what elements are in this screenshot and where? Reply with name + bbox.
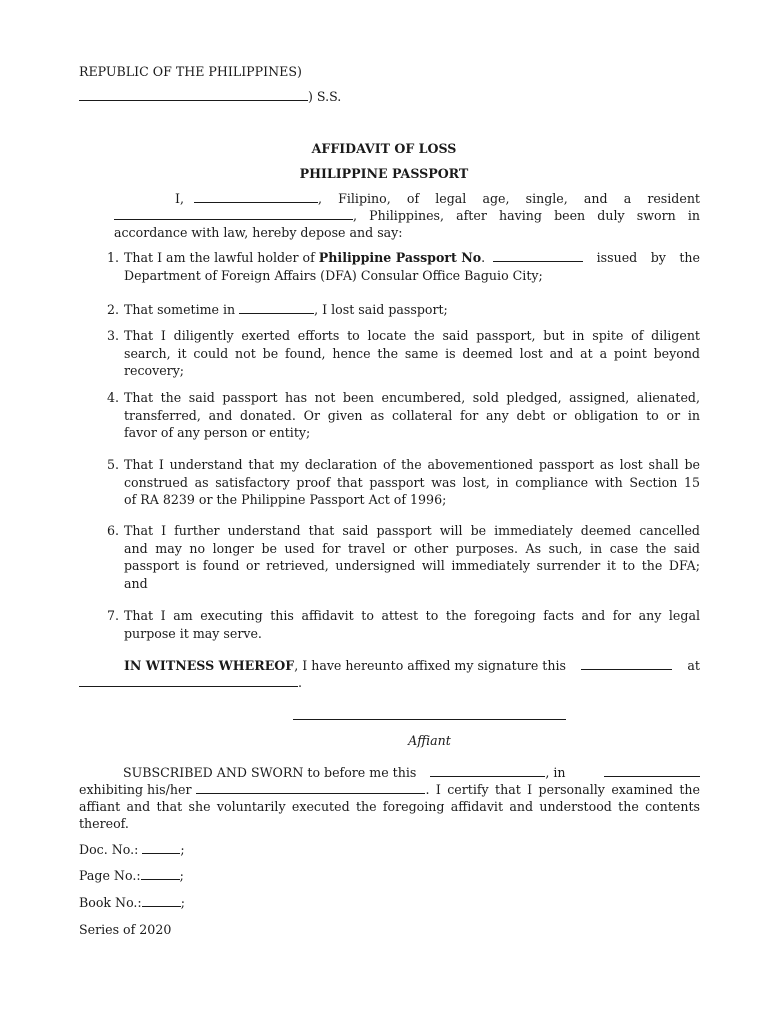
- intro-philippines: , Philippines, after having been duly sworn in: [353, 208, 700, 223]
- residence-blank: [114, 208, 353, 220]
- item-3-number: 3.: [106, 328, 119, 343]
- ss-label: ) S.S.: [308, 89, 342, 104]
- page-no-blank: [141, 868, 180, 880]
- subscribed-line-3: affiant and that she voluntarily executed the foregoing affidavit and understood the contents: [79, 799, 700, 814]
- item-6-number: 6.: [106, 523, 119, 538]
- passport-no-label: Philippine Passport No: [318, 250, 482, 265]
- id-presented-blank: [196, 782, 425, 794]
- item-3: That I diligently exerted efforts to locate the said passport, but in spite of diligent search, it could not be found, hence the same is deemed lost and at a point beyond recovery;: [124, 328, 700, 378]
- subscribed-line-4: thereof.: [79, 816, 129, 831]
- passport-number-blank: [493, 250, 583, 262]
- item-7: That I am executing this affidavit to attest to the foregoing facts and for any legal purpose it may serve.: [124, 608, 700, 641]
- page-no-entry: Page No.: ;: [79, 868, 184, 883]
- item-5: That I understand that my declaration of the abovementioned passport as lost shall be construed as satisfactory proof that passport was lost, in compliance with Section 15 of RA 8239 or the Philippine Passport Act of 1996;: [124, 457, 700, 507]
- book-no-entry: Book No.: ;: [79, 895, 185, 910]
- witness-line-1: IN WITNESS WHEREOF , I have hereunto affixed my signature this at: [124, 658, 700, 673]
- intro-i: I,: [175, 191, 184, 206]
- item-2-number: 2.: [106, 302, 119, 317]
- item-1: That I am the lawful holder of Philippine Passport No . issued by the Department of Foreign Affairs (DFA) Consular Office Baguio City;: [124, 250, 700, 283]
- item-2: That sometime in , I lost said passport;: [124, 302, 448, 317]
- affiant-label: Affiant: [408, 733, 451, 748]
- doc-no-entry: Doc. No.: ;: [79, 842, 185, 857]
- date-lost-blank: [239, 302, 314, 314]
- signature-place-blank: [79, 675, 298, 687]
- venue-line: [79, 88, 341, 105]
- subscribed-line-2: exhibiting his/her . I certify that I personally examined the: [79, 782, 700, 797]
- sworn-date-blank: [430, 765, 545, 777]
- sworn-place-blank: [604, 765, 700, 777]
- item-4: That the said passport has not been encumbered, sold pledged, assigned, alienated, transferred, and donated. Or given as collateral for any debt or obligation to or in favor of any person or entity;: [124, 390, 700, 440]
- item-7-number: 7.: [106, 608, 119, 623]
- intro-line-2: [114, 207, 700, 224]
- witness-line-2: .: [79, 674, 302, 691]
- republic-heading: REPUBLIC OF THE PHILIPPINES): [79, 64, 302, 79]
- signature-date-blank: [581, 658, 672, 670]
- item-6: That I further understand that said passport will be immediately deemed cancelled and may no longer be used for travel or other purposes. As such, in case the said passport is found or retrieved, undersigned will immediately surrender it to the DFA; and: [124, 523, 700, 591]
- series-label: Series of 2020: [79, 922, 172, 937]
- item-1-number: 1.: [106, 250, 119, 265]
- item-4-number: 4.: [106, 390, 119, 405]
- title-passport: PHILIPPINE PASSPORT: [299, 166, 469, 181]
- affiant-signature-line: [293, 719, 566, 720]
- name-blank: [194, 191, 318, 203]
- intro-line-1: [79, 190, 700, 207]
- title-affidavit: AFFIDAVIT OF LOSS: [311, 141, 457, 156]
- book-no-blank: [142, 895, 181, 907]
- item-5-number: 5.: [106, 457, 119, 472]
- venue-blank: [79, 89, 308, 101]
- doc-no-blank: [142, 842, 180, 854]
- witness-whereof: IN WITNESS WHEREOF: [124, 658, 295, 673]
- intro-filipino: , Filipino, of legal age, single, and a resident: [317, 191, 700, 206]
- subscribed-line-1: SUBSCRIBED AND SWORN to before me this , in: [79, 764, 700, 781]
- intro-line-3: accordance with law, hereby depose and say:: [114, 225, 403, 240]
